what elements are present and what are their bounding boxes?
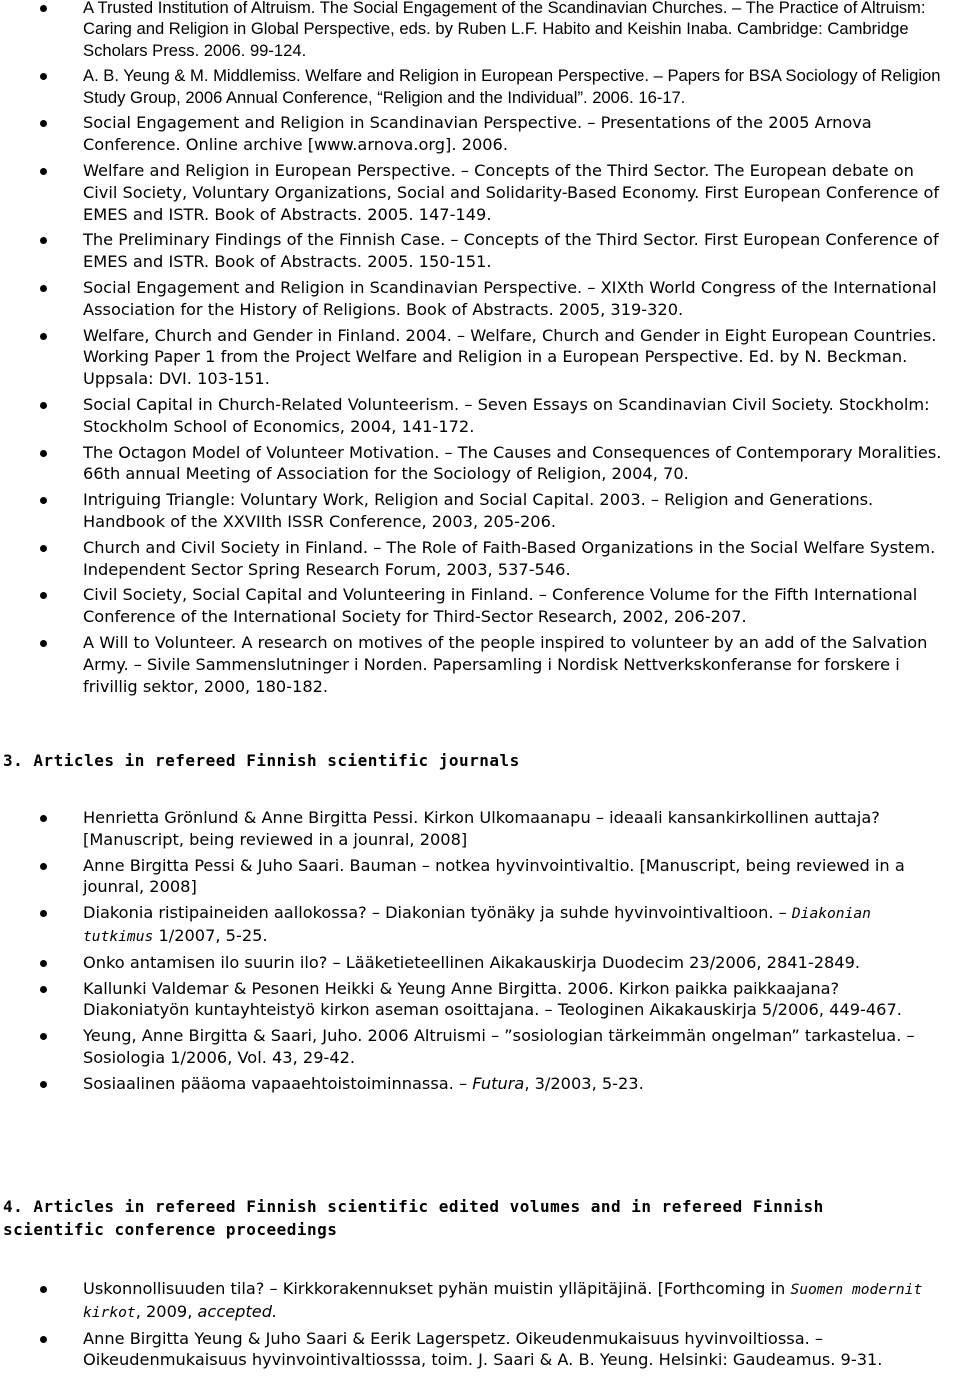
list-item [0, 489, 960, 533]
item-text: Social Engagement and Religion in Scandinavian Perspective. – Presentations of the 2005 Arnova Conference. Online archive [www.arnova.org]. 2006. [83, 113, 872, 155]
item-text: Henrietta Grönlund & Anne Birgitta Pessi. Kirkon Ulkomaanapu – ideaali kansankirkollinen auttaja? [Manuscript, being reviewed in a jounral, 2008] [83, 808, 880, 849]
bullet-icon [40, 910, 47, 917]
list-item [0, 229, 960, 273]
list-item [0, 277, 960, 321]
list-item [0, 584, 960, 628]
list-item [0, 537, 960, 581]
item-text: The Preliminary Findings of the Finnish Case. – Concepts of the Third Sector. First European Conference of EMES and ISTR. Book of Abstracts. 2005. 150-151. [83, 230, 939, 272]
bullet-icon [40, 168, 47, 175]
item-text: Diakonia ristipaineiden aallokossa? – Diakonian työnäky ja suhde hyvinvointivaltioon. – [83, 903, 792, 923]
bullet-icon [40, 450, 47, 457]
item-text: Uskonnollisuuden tila? – Kirkkorakennukset pyhän muistin ylläpitäjinä. [Forthcoming in [83, 1279, 791, 1298]
list-item [0, 325, 960, 390]
list-item [0, 0, 960, 61]
item-text: Anne Birgitta Pessi & Juho Saari. Bauman – notkea hyvinvointivaltio. [Manuscript, being reviewed in a jounral, 2008] [83, 855, 905, 897]
list-item [0, 855, 960, 899]
book-title: Suomen modernit kirkot [83, 1281, 923, 1321]
item-text: Intriguing Triangle: Voluntary Work, Religion and Social Capital. 2003. – Religion and Generations. Handbook of the XXVIIth ISSR Conference, 2003, 205-206. [83, 490, 874, 532]
item-text: Anne Birgitta Yeung & Juho Saari & Eerik Lagerspetz. Oikeudenmukaisuus hyvinvoiltiossa. – Oikeudenmukaisuus hyvinvointivaltiosssa, toim. J. Saari & A. B. Yeung. Helsinki: Gaudeamus. 9-31. [83, 1328, 883, 1370]
bullet-icon [40, 1033, 47, 1040]
item-text: Church and Civil Society in Finland. – The Role of Faith-Based Organizations in the Social Welfare System. Independent Sector Spring Research Forum, 2003, 537-546. [83, 537, 936, 579]
list-item [0, 978, 960, 1022]
bullet-icon [40, 640, 47, 647]
bullet-icon [40, 815, 47, 822]
item-text: , 2009, [135, 1301, 198, 1321]
list-item [0, 632, 960, 697]
item-text: Sosiaalinen pääoma vapaaehtoistoiminnassa. – [83, 1073, 473, 1093]
list-item [0, 807, 960, 851]
section-heading: 3. Articles in refereed Finnish scientific journals [3, 751, 520, 770]
journal-title: Diakonian tutkimus [83, 905, 871, 945]
item-text: A. B. Yeung & M. Middlemiss. Welfare and Religion in European Perspective. – Papers for BSA Sociology of Religion Study Group, 2006 Annual Conference, “Religion and the Individual”. 2006. 16-17. [83, 65, 941, 107]
bullet-icon [40, 120, 47, 127]
item-text: Onko antamisen ilo suurin ilo? – Lääketieteellinen Aikakauskirja Duodecim 23/2006, 2841-2849. [83, 952, 861, 972]
item-text: Yeung, Anne Birgitta & Saari, Juho. 2006 Altruismi – ”sosiologian tärkeimmän ongelman” tarkastelua. – Sosiologia 1/2006, Vol. 43, 29-42. [83, 1026, 915, 1067]
list-item [0, 65, 960, 109]
bullet-icon [40, 333, 47, 340]
list-item [0, 1278, 960, 1324]
list-item [0, 442, 960, 486]
bullet-icon [40, 1081, 47, 1088]
item-text: Welfare and Religion in European Perspective. – Concepts of the Third Sector. The European debate on Civil Society, Voluntary Organizations, Social and Solidarity-Based Economy. First European Conference of EMES and ISTR. Book of Abstracts. 2005. 147-149. [83, 161, 940, 224]
item-text: 1/2007, 5-25. [153, 925, 268, 945]
item-text: Welfare, Church and Gender in Finland. 2004. – Welfare, Church and Gender in Eight European Countries. Working Paper 1 from the Project Welfare and Religion in a European Perspective. Ed. by N. Beckman. Uppsala: DVI. 103-151. [83, 325, 937, 389]
bullet-icon [40, 592, 47, 599]
item-text: Social Capital in Church-Related Volunteerism. – Seven Essays on Scandinavian Civil Society. Stockholm: Stockholm School of Economics, 2004, 141-172. [83, 395, 930, 436]
item-text: Kallunki Valdemar & Pesonen Heikki & Yeung Anne Birgitta. 2006. Kirkon paikka paikkaajana? Diakoniatyön kuntayhteistyö kirkon aseman osoittajana. – Teologinen Aikakauskirja 5/2006, 449-467. [83, 978, 902, 1020]
list-item [0, 952, 960, 974]
bullet-icon [40, 545, 47, 552]
bullet-icon [40, 5, 47, 12]
list-item [0, 112, 960, 156]
bullet-icon [40, 986, 47, 993]
bullet-icon [40, 497, 47, 504]
bullet-icon [40, 960, 47, 967]
item-text: A Trusted Institution of Altruism. The Social Engagement of the Scandinavian Churches. – The Practice of Altruism: Caring and Religion in Global Perspective, eds. by Ruben L.F. Habito and Keishin Inaba. Cambridge: Cambridge Scholars Press. 2006. 99-124. [83, 0, 926, 60]
bullet-icon [40, 1336, 47, 1343]
item-text: Social Engagement and Religion in Scandinavian Perspective. – XIXth World Congress of the International Association for the History of Religions. Book of Abstracts. 2005, 319-320. [83, 278, 937, 319]
item-text: Civil Society, Social Capital and Volunteering in Finland. – Conference Volume for the Fifth International Conference of the International Society for Third-Sector Research, 2002, 206-207. [83, 585, 918, 627]
list-item [0, 160, 960, 225]
bullet-icon [40, 863, 47, 870]
list-item [0, 1073, 960, 1095]
section-heading: 4. Articles in refereed Finnish scientific edited volumes and in refereed Finnish scientific conference proceedings [3, 1197, 824, 1239]
bullet-icon [40, 73, 47, 80]
bullet-icon [40, 237, 47, 244]
bullet-icon [40, 402, 47, 409]
journal-articles-list [0, 807, 960, 1099]
list-item [0, 1328, 960, 1372]
item-text: A Will to Volunteer. A research on motives of the people inspired to volunteer by an add of the Salvation Army. – Sivile Sammenslutninger i Norden. Papersamling i Nordisk Nettverkskonferanse for forskere i frivillig sektor, 2000, 180-182. [83, 633, 928, 696]
journal-title: Futura [472, 1073, 525, 1093]
list-item [0, 902, 960, 948]
item-text: , 3/2003, 5-23. [524, 1073, 644, 1093]
bullet-icon [40, 285, 47, 292]
status-text: accepted. [197, 1301, 278, 1321]
item-text: The Octagon Model of Volunteer Motivation. – The Causes and Consequences of Contemporary Moralities. 66th annual Meeting of Association for the Sociology of Religion, 2004, 70. [83, 442, 942, 484]
list-item [0, 394, 960, 438]
list-item [0, 1025, 960, 1069]
bullet-icon [40, 1286, 47, 1293]
edited-volumes-list [0, 1278, 960, 1375]
